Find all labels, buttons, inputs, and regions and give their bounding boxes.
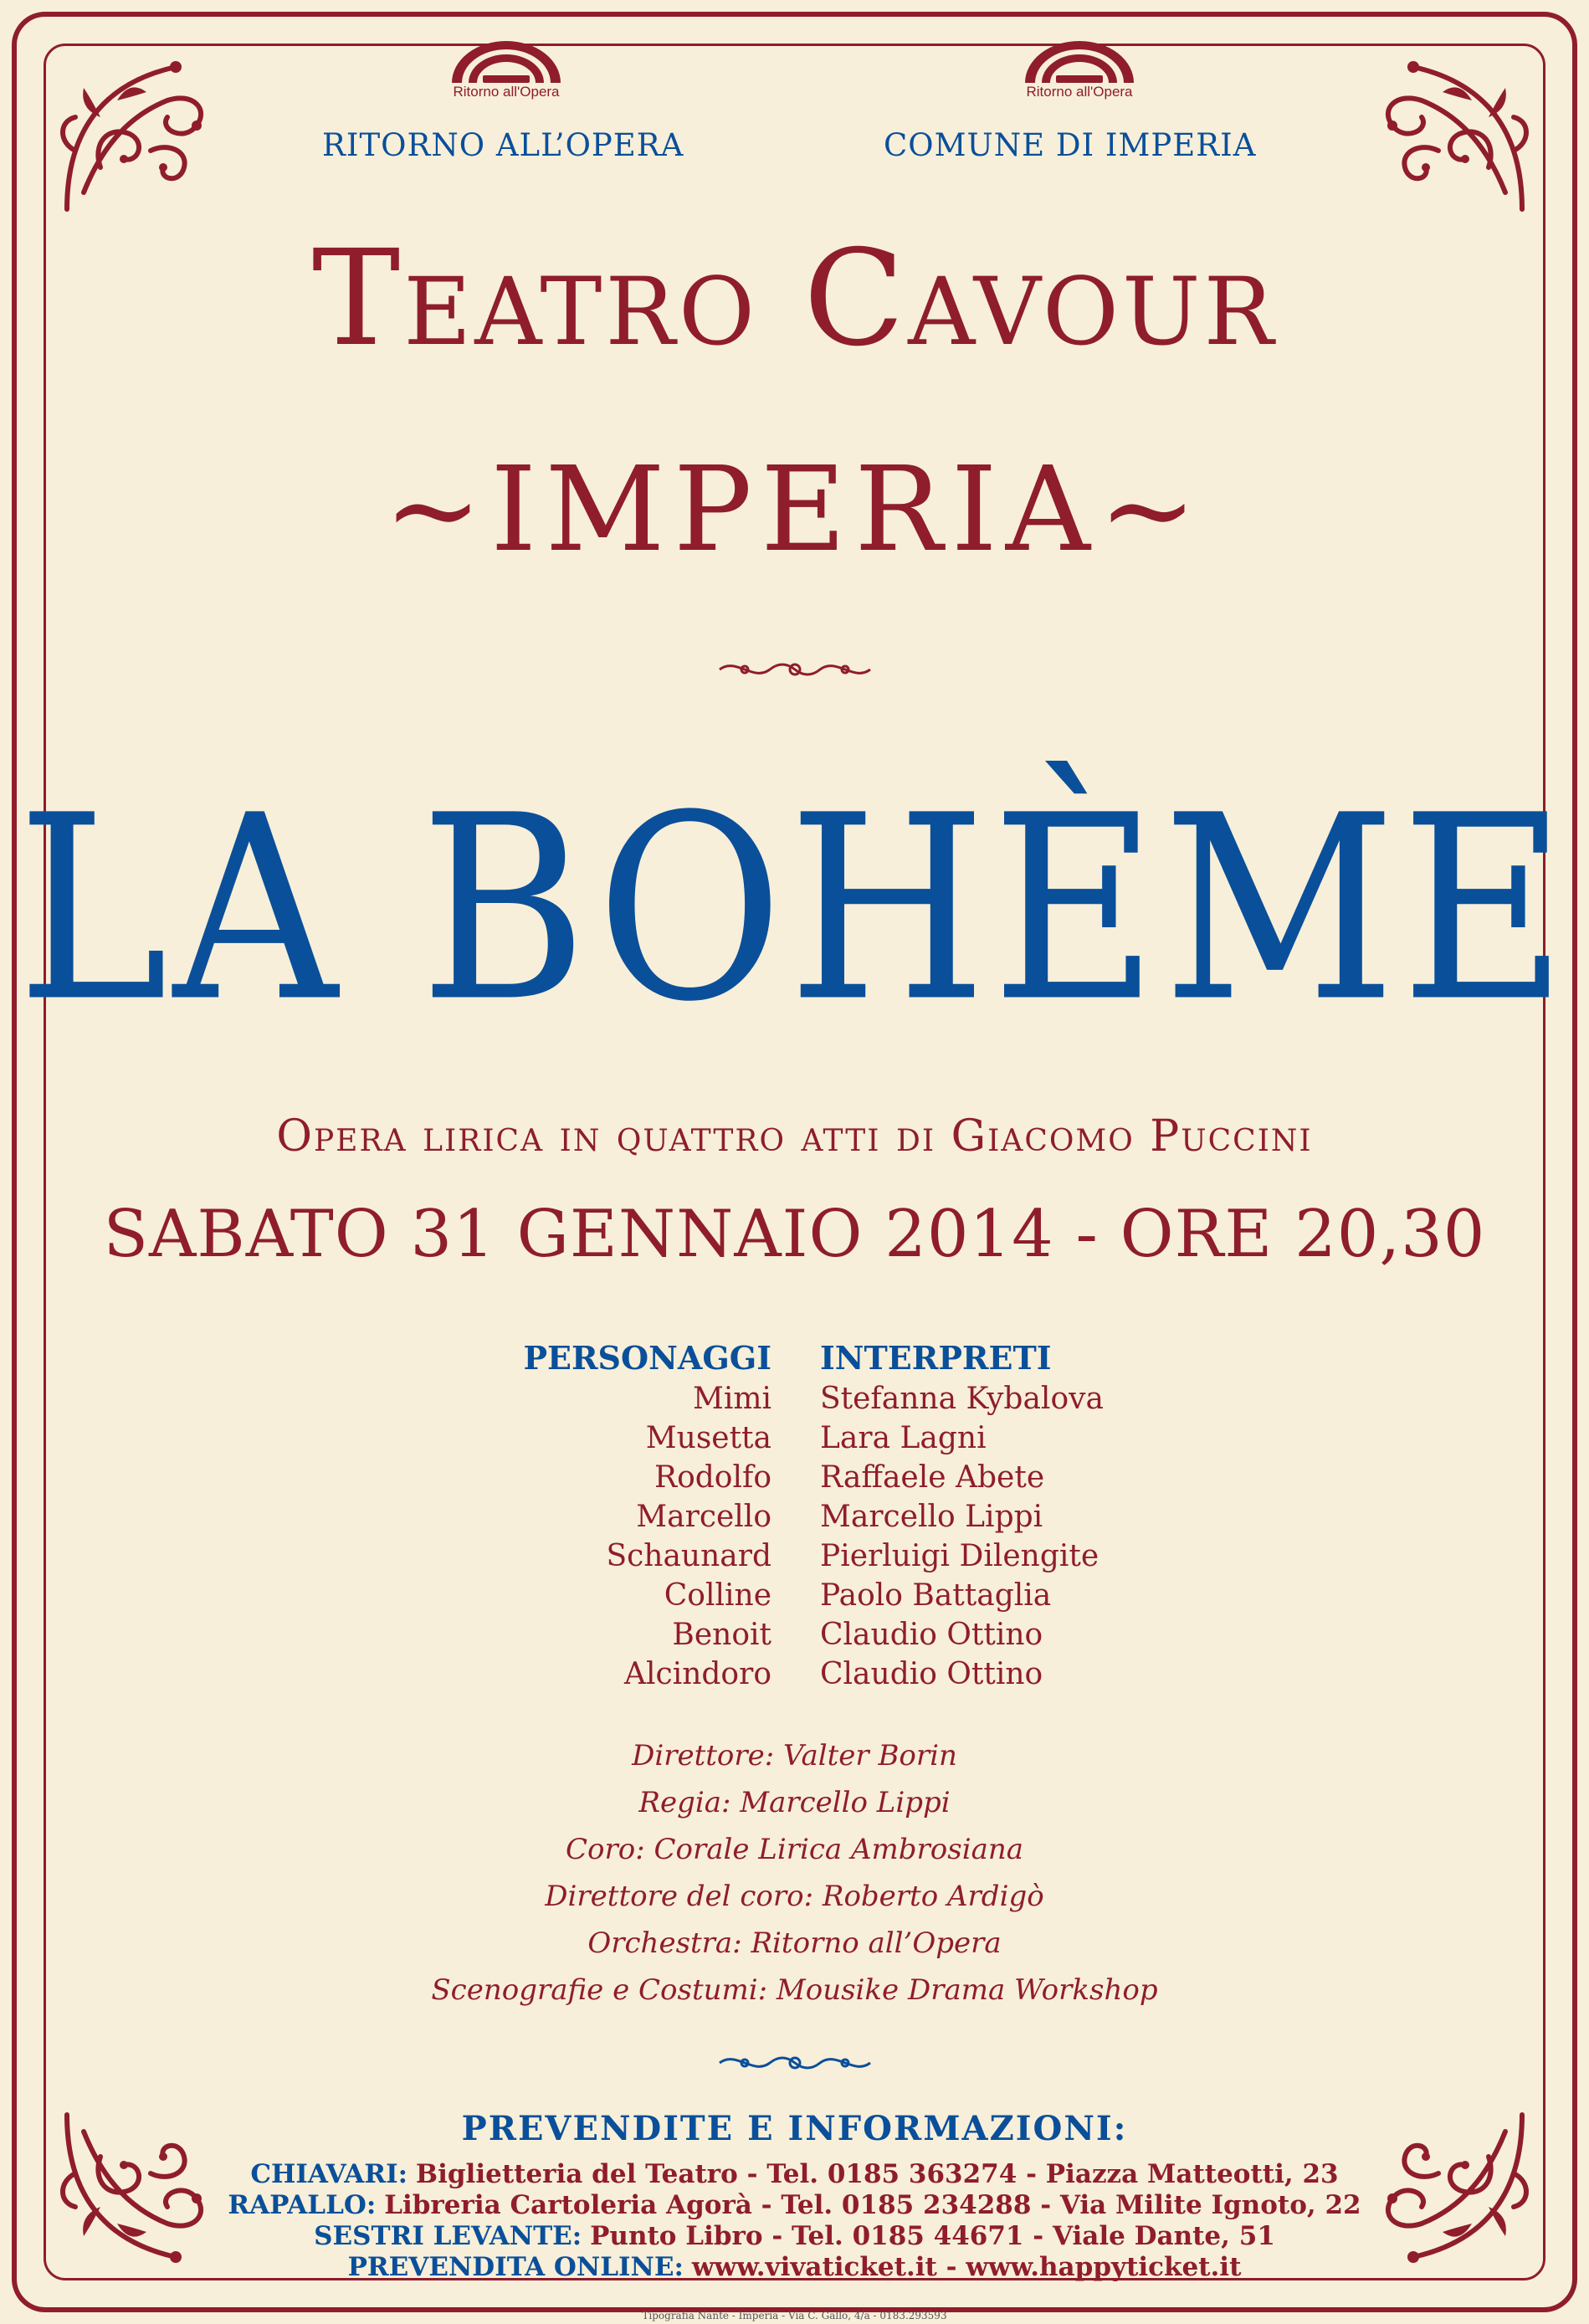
theatre-seats-icon — [443, 37, 569, 87]
performer-name: Pierluigi Dilengite — [820, 1539, 1099, 1573]
performer-name: Lara Lagni — [820, 1421, 987, 1455]
credit-line: Orchestra: Ritorno all’Opera — [587, 1926, 1002, 1960]
presale-title: PREVENDITE E INFORMAZIONI: — [461, 2109, 1128, 2148]
role-name: Rodolfo — [654, 1460, 771, 1495]
role-name: Colline — [664, 1578, 771, 1613]
role-name: Benoit — [672, 1618, 771, 1652]
printer-credit: Tipografia Nante - Imperia - Via C. Gallo, 4/a - 0183.293593 — [642, 2310, 947, 2321]
divider-ornament-icon — [711, 653, 879, 686]
city-name: ~IMPERIA~ — [383, 442, 1206, 578]
presale-line — [0, 2221, 1589, 2252]
performer-name: Paolo Battaglia — [820, 1578, 1052, 1613]
presale-line — [0, 2159, 1589, 2190]
roles-column — [452, 1337, 771, 1694]
role-name: Mimi — [692, 1382, 771, 1416]
presale-location: RAPALLO: — [228, 2190, 377, 2220]
presale-location: CHIAVARI: — [250, 2159, 408, 2189]
organizer-left: RITORNO ALL’OPERA — [322, 127, 684, 163]
role-name: Schaunard — [606, 1539, 771, 1573]
corner-flourish-icon — [1363, 50, 1539, 226]
presale-line — [0, 2252, 1589, 2283]
credit-line: Regia: Marcello Lippi — [638, 1786, 951, 1819]
opera-subtitle: Opera lirica in quattro atti di Giacomo Puccini — [276, 1111, 1313, 1162]
performer-name: Claudio Ottino — [820, 1618, 1043, 1652]
credits-block — [0, 1732, 1589, 2014]
credit-line: Scenografie e Costumi: Mousike Drama Workshop — [431, 1973, 1158, 2007]
roles-header: PERSONAGGI — [523, 1339, 771, 1377]
performers-header: INTERPRETI — [820, 1339, 1052, 1377]
logo-text: Ritorno all'Opera — [1026, 84, 1133, 100]
credit-line: Coro: Corale Lirica Ambrosiana — [565, 1833, 1024, 1866]
role-name: Musetta — [645, 1421, 771, 1455]
presale-details: Punto Libro - Tel. 0185 44671 - Viale Dante, 51 — [590, 2221, 1275, 2251]
performer-name: Stefanna Kybalova — [820, 1382, 1104, 1416]
presale-details: Biglietteria del Teatro - Tel. 0185 363274 - Piazza Matteotti, 23 — [415, 2159, 1339, 2189]
performers-column — [820, 1337, 1322, 1694]
performer-name: Marcello Lippi — [820, 1500, 1043, 1534]
theatre-name: Teatro Cavour — [311, 222, 1278, 376]
presale-details: www.vivaticket.it - www.happyticket.it — [691, 2252, 1242, 2282]
presale-location: PREVENDITA ONLINE: — [347, 2252, 684, 2282]
presale-location: SESTRI LEVANTE: — [314, 2221, 582, 2251]
presale-details: Libreria Cartoleria Agorà - Tel. 0185 234288 - Via Milite Ignoto, 22 — [384, 2190, 1361, 2220]
role-name: Alcindoro — [624, 1657, 771, 1691]
credit-line: Direttore del coro: Roberto Ardigò — [545, 1880, 1044, 1913]
divider-ornament-icon — [711, 2046, 879, 2080]
theatre-seats-icon — [1017, 37, 1142, 87]
opera-title: LA BOHÈME — [17, 762, 1572, 1059]
organizer-right: COMUNE DI IMPERIA — [884, 127, 1257, 163]
presale-line — [0, 2190, 1589, 2221]
performer-name: Claudio Ottino — [820, 1657, 1043, 1691]
ritorno-opera-logo — [423, 37, 590, 100]
performance-datetime: SABATO 31 GENNAIO 2014 - ORE 20,30 — [103, 1197, 1486, 1272]
ritorno-opera-logo — [996, 37, 1163, 100]
presale-info — [0, 2159, 1589, 2283]
performer-name: Raffaele Abete — [820, 1460, 1045, 1495]
logo-text: Ritorno all'Opera — [453, 84, 560, 100]
credit-line: Direttore: Valter Borin — [632, 1739, 957, 1772]
role-name: Marcello — [636, 1500, 771, 1534]
corner-flourish-icon — [50, 50, 226, 226]
